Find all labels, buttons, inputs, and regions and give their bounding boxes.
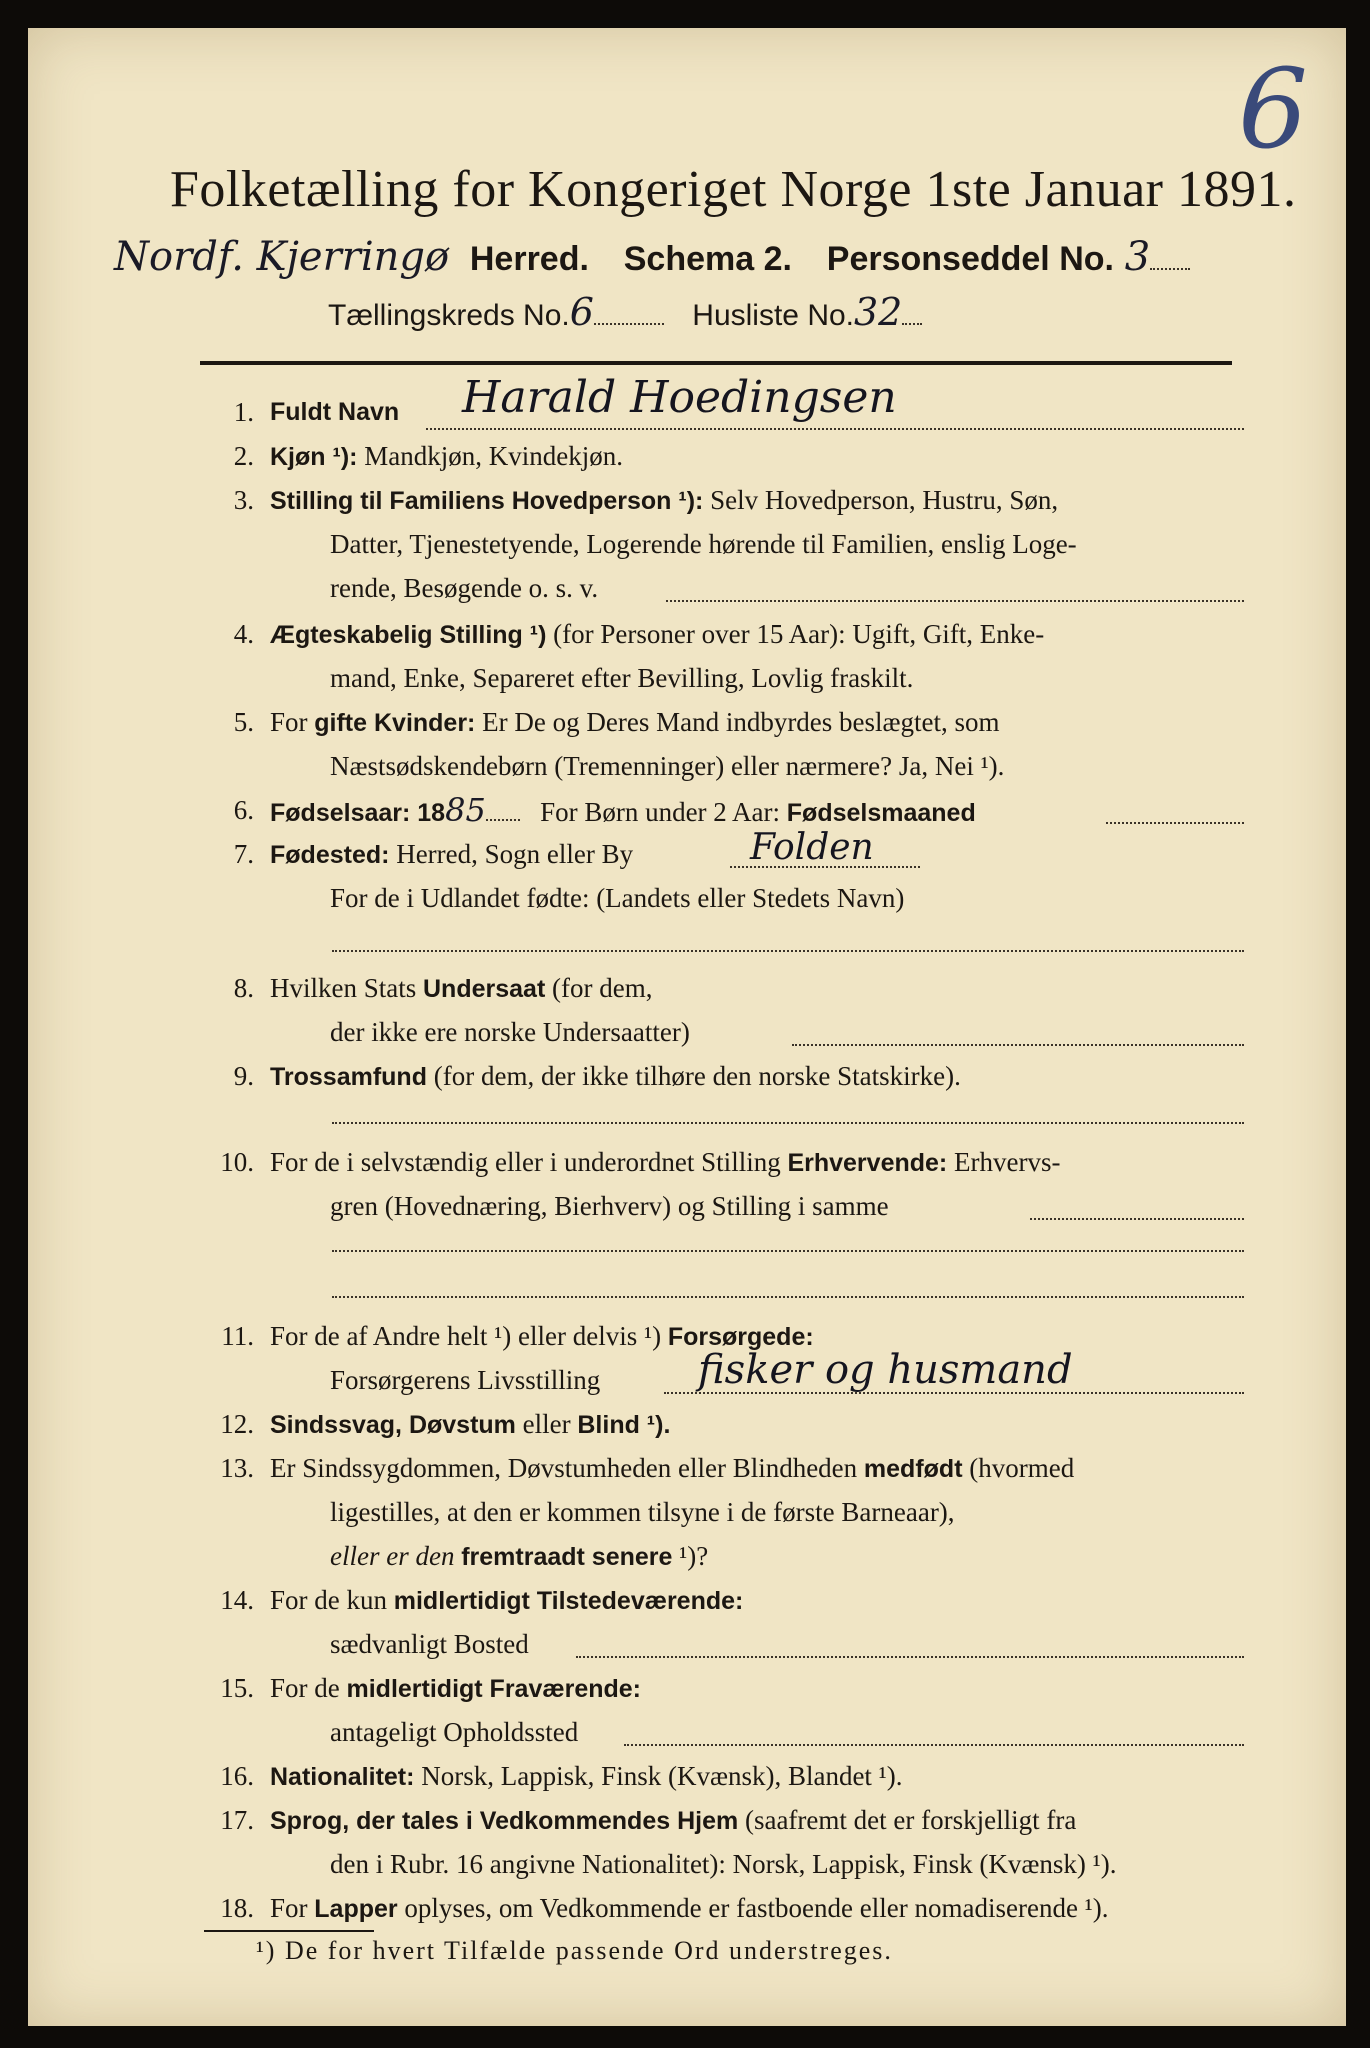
item-text: eller er den bbox=[330, 1541, 455, 1571]
item-text: For de bbox=[270, 1673, 340, 1703]
item-number: 6. bbox=[233, 795, 254, 825]
item-content bbox=[270, 1446, 1074, 1491]
item-number: 10. bbox=[220, 1147, 254, 1177]
item-text: eller bbox=[522, 1409, 571, 1439]
item-label: gifte Kvinder: bbox=[314, 709, 476, 737]
item-label: Stilling til Familiens Hovedperson ¹): bbox=[270, 487, 704, 515]
item-content bbox=[270, 1798, 1076, 1843]
footnote: ¹) De for hvert Tilfælde passende Ord understreges. bbox=[256, 1936, 893, 1965]
item-label: Undersaat bbox=[423, 975, 546, 1003]
item-number: 15. bbox=[220, 1673, 254, 1703]
item-text: For bbox=[270, 1893, 308, 1923]
item-content bbox=[270, 1578, 743, 1623]
item-content bbox=[270, 1054, 961, 1099]
item-text: Hvilken Stats bbox=[270, 973, 417, 1003]
taellingskreds-number: 6 bbox=[569, 290, 594, 334]
item-number: 8. bbox=[233, 973, 254, 1003]
item-label: Sprog, der tales i Vedkommendes Hjem bbox=[270, 1807, 739, 1835]
item-text: gren (Hovednæring, Bierhverv) og Stilling i samme bbox=[330, 1191, 889, 1221]
item-label: Trossamfund bbox=[270, 1063, 427, 1091]
item-text: Forsørgerens Livsstilling bbox=[330, 1365, 601, 1395]
item-text: ¹)? bbox=[679, 1541, 709, 1571]
taellingskreds-label: Tællingskreds No. bbox=[328, 299, 570, 332]
page-number: 6 bbox=[1238, 45, 1308, 173]
item-text: (saafremt det er forskjelligt fra bbox=[744, 1805, 1077, 1835]
item-text: mand, Enke, Separeret efter Bevilling, Lovlig fraskilt. bbox=[330, 663, 914, 693]
item-label: medfødt bbox=[863, 1455, 963, 1483]
item-label: fremtraadt senere bbox=[461, 1543, 673, 1571]
item-content bbox=[270, 478, 1058, 523]
item-text: For Børn under 2 Aar: bbox=[540, 797, 781, 827]
header-line-1 bbox=[114, 234, 1190, 280]
item-content bbox=[270, 434, 623, 479]
item-text: den i Rubr. 16 angivne Nationalitet): Norsk, Lappisk, Finsk (Kvænsk) ¹). bbox=[330, 1849, 1117, 1879]
footnote-rule bbox=[204, 1930, 374, 1932]
herred-handwritten: Nordf. Kjerringø bbox=[114, 234, 450, 280]
item-text: (hvormed bbox=[969, 1453, 1075, 1483]
item-number: 3. bbox=[233, 485, 254, 515]
item-number: 1. bbox=[233, 397, 254, 427]
item-label: Lapper bbox=[314, 1895, 398, 1923]
item-label: midlertidigt Tilstedeværende: bbox=[393, 1587, 744, 1615]
header-rule bbox=[200, 361, 1232, 365]
item-text: (for Personer over 15 Aar): Ugift, Gift, Enke- bbox=[553, 619, 1045, 649]
item-label: Sindssvag, Døvstum bbox=[270, 1411, 516, 1439]
item-number: 11. bbox=[221, 1321, 254, 1351]
item-label: midlertidigt Fraværende: bbox=[346, 1675, 641, 1703]
herred-label: Herred. bbox=[469, 240, 589, 278]
item-text: Norsk, Lappisk, Finsk (Kvænsk), Blandet ¹). bbox=[421, 1761, 903, 1791]
item-content bbox=[270, 700, 1000, 745]
schema-label: Schema 2. bbox=[623, 240, 792, 278]
item-text: Selv Hovedperson, Hustru, Søn, bbox=[710, 485, 1059, 515]
husliste-number: 32 bbox=[854, 290, 903, 334]
item-content bbox=[270, 832, 633, 877]
item-text: ligestilles, at den er kommen tilsyne i de første Barneaar), bbox=[330, 1497, 955, 1527]
item-text: (for dem, der ikke tilhøre den norske Statskirke). bbox=[433, 1061, 961, 1091]
item-text: Erhvervs- bbox=[954, 1147, 1061, 1177]
answer-provider-occupation: fisker og husmand bbox=[698, 1347, 1073, 1393]
answer-full-name: Harald Hoedingsen bbox=[462, 372, 897, 423]
item-content bbox=[270, 1140, 1060, 1185]
item-text: (for dem, bbox=[552, 973, 653, 1003]
item-label: Ægteskabelig Stilling ¹) bbox=[270, 621, 547, 649]
item-content bbox=[270, 1402, 670, 1447]
item-label: Fuldt Navn bbox=[270, 398, 400, 426]
item-label: Blind ¹). bbox=[577, 1411, 671, 1439]
header-line-2 bbox=[328, 290, 922, 334]
item-label: Kjøn ¹): bbox=[270, 443, 358, 471]
item-text: oplyses, om Vedkommende er fastboende eller nomadiserende ¹). bbox=[404, 1893, 1109, 1923]
item-number: 9. bbox=[233, 1061, 254, 1091]
item-number: 12. bbox=[220, 1409, 254, 1439]
personseddel-label: Personseddel No. bbox=[826, 240, 1114, 278]
item-label: Forsørgede: bbox=[667, 1323, 814, 1351]
item-number: 5. bbox=[233, 707, 254, 737]
item-number: 16. bbox=[220, 1761, 254, 1791]
item-text: For de i selvstændig eller i underordnet Stilling bbox=[270, 1147, 781, 1177]
item-label: Nationalitet: bbox=[270, 1763, 415, 1791]
item-text: Mandkjøn, Kvindekjøn. bbox=[364, 441, 623, 471]
item-text: Herred, Sogn eller By bbox=[396, 839, 634, 869]
item-number: 13. bbox=[220, 1453, 254, 1483]
item-text: antageligt Opholdssted bbox=[330, 1717, 579, 1747]
item-label: Fødested: bbox=[270, 841, 390, 869]
item-text: For de kun bbox=[270, 1585, 387, 1615]
item-number: 7. bbox=[233, 839, 254, 869]
item-label: Erhvervende: bbox=[787, 1149, 948, 1177]
census-sheet bbox=[28, 28, 1346, 2026]
personseddel-number: 3 bbox=[1124, 234, 1151, 280]
item-label: Fødselsmaaned bbox=[786, 799, 976, 827]
answer-birth-year: 85 bbox=[445, 791, 486, 829]
item-text: For bbox=[270, 707, 308, 737]
item-text: rende, Besøgende o. s. v. bbox=[330, 573, 599, 603]
husliste-label: Husliste No. bbox=[692, 299, 854, 332]
item-content bbox=[330, 1534, 708, 1579]
item-text: Datter, Tjenestetyende, Logerende hørende til Familien, enslig Loge- bbox=[330, 529, 1077, 559]
item-content bbox=[270, 1666, 641, 1711]
item-content bbox=[270, 966, 652, 1011]
item-number: 18. bbox=[220, 1893, 254, 1923]
item-text: Er De og Deres Mand indbyrdes beslægtet, som bbox=[482, 707, 1000, 737]
item-text: Er Sindssygdommen, Døvstumheden eller Blindheden bbox=[270, 1453, 858, 1483]
form-title: Folketælling for Kongeriget Norge 1ste Januar 1891. bbox=[170, 161, 1297, 218]
item-label: Fødselsaar: 18 bbox=[270, 799, 446, 827]
item-text: For de af Andre helt ¹) eller delvis ¹) bbox=[270, 1321, 662, 1351]
item-content bbox=[270, 1754, 903, 1799]
item-number: 17. bbox=[220, 1805, 254, 1835]
item-text: Næstsødskendebørn (Tremenninger) eller nærmere? Ja, Nei ¹). bbox=[330, 751, 1005, 781]
item-number: 14. bbox=[220, 1585, 254, 1615]
item-number: 2. bbox=[233, 441, 254, 471]
item-number: 4. bbox=[233, 619, 254, 649]
item-text: der ikke ere norske Undersaatter) bbox=[330, 1017, 690, 1047]
answer-birthplace: Folden bbox=[750, 827, 874, 868]
item-text: sædvanligt Bosted bbox=[330, 1629, 529, 1659]
item-text: For de i Udlandet fødte: (Landets eller Stedets Navn) bbox=[330, 883, 905, 913]
item-content bbox=[270, 612, 1044, 657]
item-content bbox=[270, 1886, 1109, 1931]
